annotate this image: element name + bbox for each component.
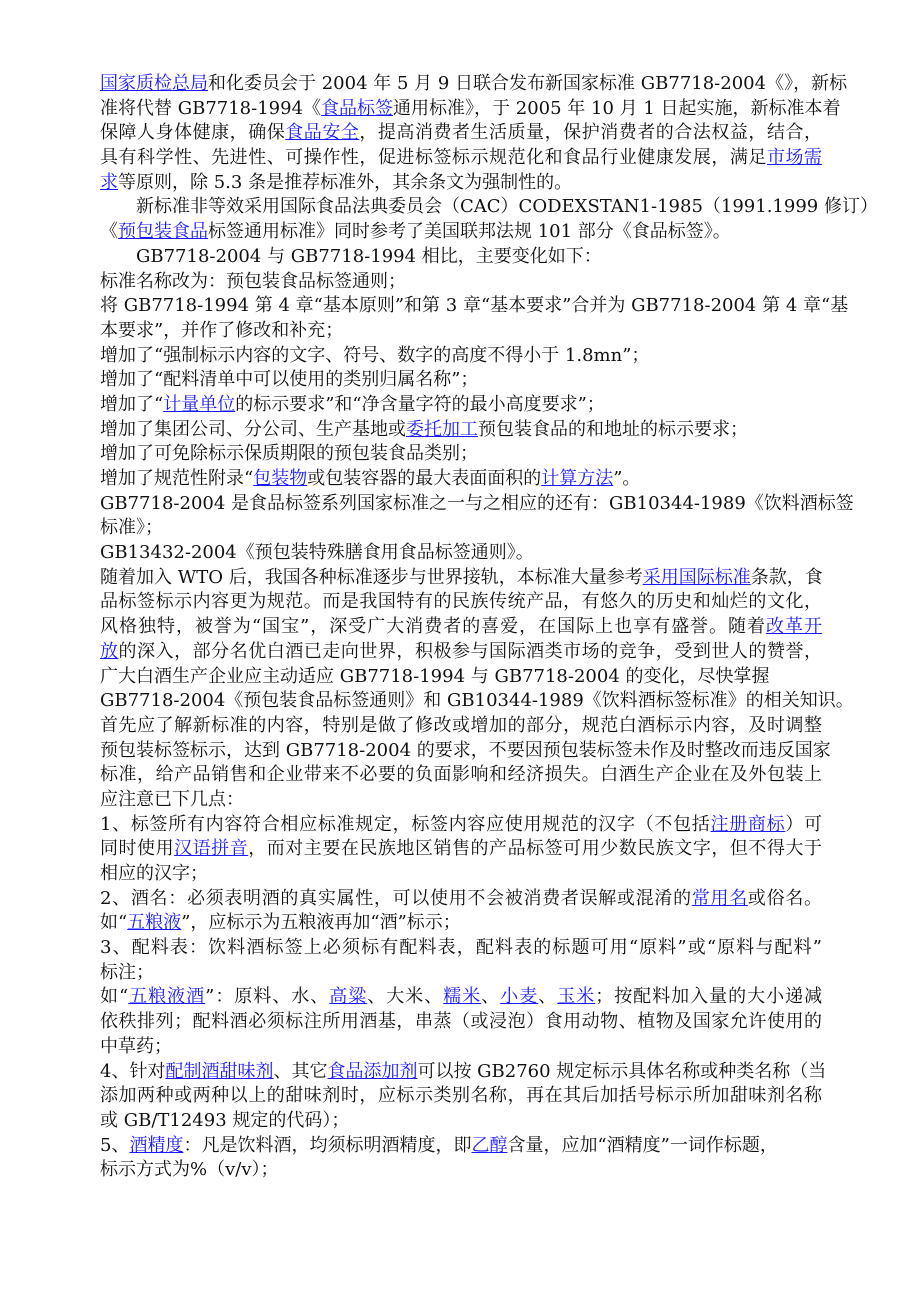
text-line [100, 344, 822, 369]
text-line [100, 146, 822, 171]
text-segment: GB13432-2004《预包装特殊膳食用食品标签通则》。 [100, 542, 534, 564]
text-line [100, 195, 878, 220]
text-segment: 标准名称改为：预包装食品标签通则； [100, 270, 406, 292]
text-segment: 风格独特，被誉为“国宝”，深受广大消费者的喜爱，在国际上也享有盛誉。随着 [100, 616, 767, 638]
text-segment: 含量，应加“酒精度”一词作标题， [507, 1134, 778, 1156]
text-segment: 依秩排列；配料酒必须标注所用酒基，串蒸（或浸泡）食用动物、植物及国家允许使用的 [100, 1011, 822, 1033]
text-line [100, 640, 822, 665]
text-line [100, 467, 822, 492]
text-line [100, 788, 822, 813]
text-segment: ”。 [613, 468, 641, 489]
text-line [100, 566, 822, 591]
text-segment: GB7718-2004 是食品标签系列国家标准之一与之相应的还有：GB10344-1989《饮料酒标签 [100, 492, 854, 514]
text-segment: 保障人身体健康，确保 [100, 122, 286, 144]
text-segment: 或 GB/T12493 规定的代码）； [100, 1109, 350, 1131]
text-segment: 4、针对 [100, 1060, 166, 1082]
text-segment: 、 [481, 986, 501, 1008]
hyperlink[interactable]: 糯米 [443, 986, 482, 1008]
text-line [100, 1158, 822, 1183]
hyperlink[interactable]: 计算方法 [541, 468, 614, 489]
text-line [100, 220, 822, 245]
text-line [100, 294, 849, 319]
hyperlink[interactable]: 食品标签 [321, 97, 394, 119]
hyperlink[interactable]: 常用名 [691, 887, 748, 909]
text-line [100, 813, 822, 838]
text-segment: 等原则，除 5.3 条是推荐标准外，其余条文为强制性的。 [118, 171, 573, 193]
text-segment: 《 [100, 221, 118, 243]
text-segment: 将 GB7718-1994 第 4 章“基本原则”和第 3 章“基本要求”合并为 GB7718-2004 第 4 章“基 [100, 295, 849, 317]
text-segment: 3、配料表：饮料酒标签上必须标有配料表，配料表的标题可用“原料”或“原料与配料” [100, 937, 822, 959]
hyperlink[interactable]: 注册商标 [710, 813, 786, 835]
text-line [100, 689, 854, 714]
hyperlink[interactable]: 包装物 [253, 468, 308, 489]
text-line [100, 1109, 822, 1134]
text-segment: 、大米、 [367, 986, 444, 1008]
text-segment: GB7718-2004《预包装食品标签通则》和 GB10344-1989《饮料酒标签标准》的相关知识。 [100, 690, 854, 712]
text-segment: 随着加入 WTO 后，我国各种标准逐步与世界接轨，本标准大量参考 [100, 566, 643, 588]
text-line [100, 541, 822, 566]
text-segment: 的深入，部分名优白酒已走向世界，积极参与国际酒类市场的竞争，受到世人的赞誉， [118, 640, 823, 662]
text-segment: 如“ [100, 912, 128, 934]
hyperlink[interactable]: 酒精度 [129, 1134, 184, 1156]
text-segment: 如“ [100, 986, 129, 1008]
hyperlink[interactable]: 五粮液 [127, 912, 182, 934]
hyperlink[interactable]: 预包装食品 [118, 221, 208, 243]
text-segment: 本要求”，并作了修改和补充； [100, 319, 344, 341]
text-line [100, 516, 822, 541]
text-line [100, 961, 822, 986]
text-line [100, 97, 841, 122]
text-segment: ”：原料、水、 [205, 986, 330, 1008]
text-segment: 增加了规范性附录“ [100, 468, 254, 489]
text-segment: 增加了“强制标示内容的文字、符号、数字的高度不得小于 1.8mn”； [100, 344, 650, 366]
text-segment: GB7718-2004 与 GB7718-1994 相比，主要变化如下： [100, 245, 602, 267]
hyperlink[interactable]: 市场需 [766, 147, 823, 169]
text-segment: 添加两种或两种以上的甜味剂时，应标示类别名称，再在其后加括号标示所加甜味剂名称 [100, 1085, 822, 1107]
hyperlink[interactable]: 采用国际标准 [642, 566, 751, 588]
text-line [100, 590, 822, 615]
hyperlink[interactable]: 计量单位 [163, 393, 236, 415]
text-segment: 、 [538, 986, 558, 1008]
text-segment: 增加了可免除标示保质期限的预包装食品类别； [100, 443, 478, 465]
text-line [100, 739, 831, 764]
text-segment: 应注意已下几点： [100, 788, 244, 810]
hyperlink[interactable]: 高粱 [329, 986, 368, 1008]
text-segment: 中草药； [100, 1035, 172, 1057]
text-segment: 预包装食品的和地址的标示要求； [478, 418, 748, 440]
text-segment: 准将代替 GB7718-1994《 [100, 97, 322, 119]
text-segment: 5、 [100, 1134, 130, 1156]
text-line [100, 936, 822, 961]
text-segment: ，提高消费者生活质量，保护消费者的合法权益，结合， [359, 122, 823, 144]
hyperlink[interactable]: 食品安全 [285, 122, 360, 144]
text-line [100, 1084, 822, 1109]
document-body [100, 72, 878, 1183]
hyperlink[interactable]: 委托加工 [406, 418, 478, 440]
text-line [100, 171, 822, 196]
text-segment: 的标示要求”和“净含量字符的最小高度要求”； [235, 393, 605, 415]
text-line [100, 887, 822, 912]
hyperlink[interactable]: 汉语拼音 [174, 838, 249, 860]
hyperlink[interactable]: 放 [100, 640, 119, 662]
hyperlink[interactable]: 乙醇 [471, 1134, 508, 1156]
text-segment: 具有科学性、先进性、可操作性，促进标签标示规范化和食品行业健康发展，满足 [100, 147, 767, 169]
text-line [100, 418, 822, 443]
text-line [100, 665, 822, 690]
text-line [100, 1060, 827, 1085]
text-line [100, 837, 822, 862]
text-segment: 标注； [100, 961, 154, 983]
text-segment: 通用标准》，于 2005 年 10 月 1 日起实施，新标准本着 [393, 97, 841, 119]
text-line [100, 393, 822, 418]
text-line [100, 492, 854, 517]
text-segment: 2、酒名：必须表明酒的真实属性，可以使用不会被消费者误解或混淆的 [100, 887, 692, 909]
text-segment: 增加了“配料清单中可以使用的类别归属名称”； [100, 369, 479, 391]
hyperlink[interactable]: 玉米 [557, 986, 596, 1008]
text-segment: 或包装容器的最大表面面积的 [307, 468, 542, 489]
text-segment: 条款，食 [750, 566, 823, 588]
text-segment: 、其它 [273, 1060, 328, 1082]
text-segment: 广大白酒生产企业应主动适应 GB7718-1994 与 GB7718-2004 的变化，尽快掌握 [100, 665, 770, 687]
hyperlink[interactable]: 国家质检总局 [100, 73, 208, 94]
hyperlink[interactable]: 食品添加剂 [327, 1060, 418, 1082]
text-segment: 或俗名。 [747, 887, 823, 909]
text-segment: 相应的汉字； [100, 863, 208, 884]
text-line [100, 1134, 822, 1159]
text-segment: ”，应标示为五粮液再加“酒”标示； [181, 912, 461, 934]
text-line [100, 911, 822, 936]
text-line [100, 72, 848, 97]
text-line [100, 862, 822, 887]
text-segment: 首先应了解新标准的内容，特别是做了修改或增加的部分，规范白酒标示内容，及时调整 [100, 714, 822, 736]
text-segment: 预包装标签标示，达到 GB7718-2004 的要求，不要因预包装标签未作及时整改而违反国家 [100, 739, 831, 761]
hyperlink[interactable]: 改革开 [766, 616, 822, 638]
text-line [100, 270, 822, 295]
text-line [100, 1010, 822, 1035]
text-line [100, 1035, 822, 1060]
hyperlink[interactable]: 小麦 [500, 986, 539, 1008]
text-line [100, 615, 822, 640]
text-line [100, 319, 822, 344]
text-segment: 增加了集团公司、分公司、生产基地或 [100, 418, 406, 440]
text-segment: 1、标签所有内容符合相应标准规定，标签内容应使用规范的汉字（不包括 [100, 813, 711, 835]
text-line [100, 714, 822, 739]
text-segment: ，而对主要在民族地区销售的产品标签可用少数民族文字，但不得大于 [248, 838, 823, 860]
text-segment: 标签通用标准》同时参考了美国联邦法规 101 部分《食品标签》。 [208, 221, 731, 243]
text-segment: ；按配料加入量的大小递减 [595, 986, 823, 1008]
text-segment: 和化委员会于 2004 年 5 月 9 日联合发布新国家标准 GB7718-2004《》，新标 [208, 73, 848, 94]
text-segment: ）可 [785, 813, 823, 835]
text-segment: ：凡是饮料酒，均须标明酒精度，即 [183, 1134, 472, 1156]
hyperlink[interactable]: 配制酒甜味剂 [165, 1060, 274, 1082]
text-segment: 可以按 GB2760 规定标示具体名称或种类名称（当 [417, 1060, 827, 1082]
text-segment: 标准》； [100, 517, 163, 539]
hyperlink[interactable]: 求 [100, 171, 118, 193]
text-line [100, 368, 822, 393]
text-line [100, 442, 822, 467]
text-segment: 品标签标示内容更为规范。而是我国特有的民族传统产品，有悠久的历史和灿烂的文化， [100, 591, 822, 613]
hyperlink[interactable]: 五粮液酒 [128, 986, 206, 1008]
text-line [100, 245, 822, 270]
text-line [100, 121, 822, 146]
text-segment: 标准，给产品销售和企业带来不必要的负面影响和经济损失。白酒生产企业在及外包装上 [100, 764, 822, 786]
text-segment: 新标准非等效采用国际食品法典委员会（CAC）CODEXSTAN1-1985（1991.1999 修订） [100, 196, 878, 218]
text-line [100, 985, 822, 1010]
text-line [100, 763, 822, 788]
text-segment: 增加了“ [100, 393, 164, 415]
text-segment: 同时使用 [100, 838, 175, 860]
text-segment: 标示方式为%（v/v）； [100, 1159, 279, 1181]
